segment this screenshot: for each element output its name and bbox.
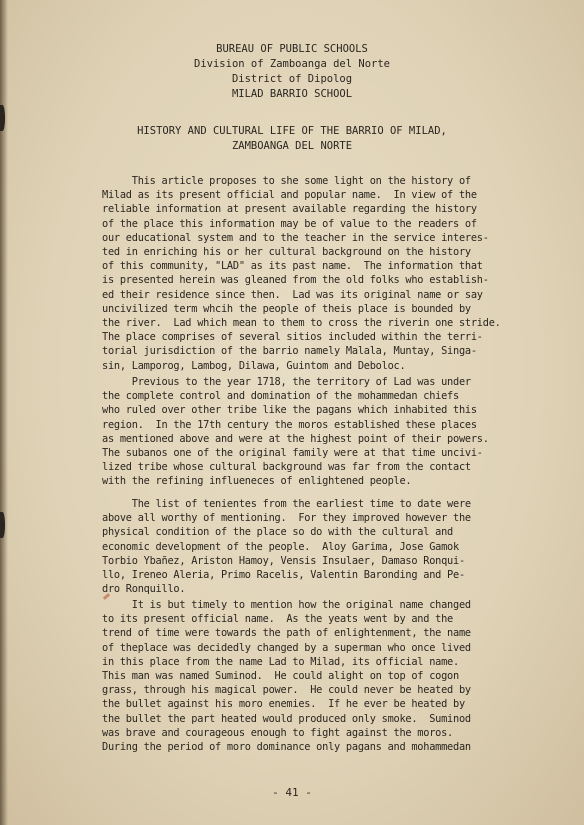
text-line: in this place from the name Lad to Milad, its official name.: [102, 655, 459, 668]
text-line: the bullet the part heated would produced only smoke. Suminod: [102, 712, 471, 725]
binding-hole: [0, 512, 5, 538]
page-number: - 41 -: [272, 786, 312, 799]
document-header: [0, 42, 584, 102]
text-line: lized tribe whose cultural background was far from the contact: [102, 461, 471, 474]
document-title: [0, 124, 584, 154]
paragraph-name-change: [102, 598, 542, 754]
header-school: MILAD BARRIO SCHOOL: [231, 88, 353, 100]
text-line: of the place this information may be of value to the readers of: [102, 217, 477, 230]
text-line: llo, Ireneo Aleria, Primo Racelis, Valentin Baronding and Pe-: [102, 569, 465, 582]
text-line: ted in enriching his or her cultural background on the history: [102, 246, 471, 259]
title-line-1: HISTORY AND CULTURAL LIFE OF THE BARRIO OF MILAD,: [137, 125, 447, 137]
text-line: the bullet against his moro enemies. If he ever be heated by: [102, 698, 465, 711]
text-line: sin, Lamporog, Lambog, Dilawa, Guintom and Deboloc.: [102, 359, 406, 372]
paragraph-tenientes: [102, 497, 542, 596]
text-line: was brave and courageous enough to fight against the moros.: [102, 726, 454, 739]
text-line: as mentioned above and were at the highest point of their powers.: [102, 432, 489, 445]
text-line: It is but timely to mention how the original name changed: [102, 599, 471, 611]
text-line: This man was named Suminod. He could alight on top of cogon: [102, 670, 459, 683]
header-bureau: BUREAU OF PUBLIC SCHOOLS: [216, 43, 368, 55]
text-line: above all worthy of mentioning. For they improved however the: [102, 512, 471, 525]
text-line: the river. Lad which mean to them to cross the riverin one stride.: [102, 317, 501, 330]
text-line: who ruled over other tribe like the pagans which inhabited this: [102, 404, 477, 417]
text-line: of this community, "LAD" as its past name. The information that: [102, 260, 483, 273]
text-line: grass, through his magical power. He could never be heated by: [102, 684, 471, 697]
text-line: Previous to the year 1718, the territory of Lad was under: [102, 376, 471, 388]
title-line-2: ZAMBOANGA DEL NORTE: [231, 140, 353, 152]
text-line: During the period of moro dominance only pagans and mohammedan: [102, 741, 471, 754]
text-line: dro Ronquillo.: [102, 583, 186, 596]
text-line: This article proposes to she some light on the history of: [102, 175, 471, 187]
text-line: The list of tenientes from the earliest time to date were: [102, 498, 471, 510]
text-line: to its present official name. As the yeats went by and the: [102, 613, 454, 626]
paragraph-history-intro: [102, 174, 542, 373]
text-line: The subanos one of the original family were at that time uncivi-: [102, 447, 483, 460]
header-division: Division of Zamboanga del Norte: [194, 58, 390, 70]
text-line: with the refining influeneces of enlightened people.: [102, 475, 412, 488]
text-line: ed their residence since then. Lad was its original name or say: [102, 288, 483, 301]
text-line: our educational system and to the teacher in the service interes-: [102, 231, 489, 244]
text-line: uncivilized term whcih the people of theis place is bounded by: [102, 302, 471, 315]
text-line: economic development of the people. Aloy Garima, Jose Gamok: [102, 540, 459, 553]
text-line: the complete control and domination of the mohammedan chiefs: [102, 390, 459, 403]
text-line: The place comprises of several sitios included within the terri-: [102, 331, 483, 344]
text-line: reliable information at present available regarding the history: [102, 203, 477, 216]
paragraph-moro-control: [102, 375, 542, 489]
text-line: Torbio Ybañez, Ariston Hamoy, Vensis Insulaer, Damaso Ronqui-: [102, 554, 465, 567]
text-line: region. In the 17th century the moros established these places: [102, 418, 477, 431]
text-line: of theplace was decidedly changed by a superman who once lived: [102, 641, 471, 654]
text-line: physical condition of the place so do with the cultural and: [102, 526, 454, 539]
header-district: District of Dipolog: [231, 73, 353, 85]
text-line: Milad as its present official and popular name. In view of the: [102, 189, 477, 202]
text-line: trend of time were towards the path of enlightenment, the name: [102, 627, 471, 640]
text-line: torial jurisdiction of the barrio namely Malala, Muntay, Singa-: [102, 345, 477, 358]
text-line: is presented herein was gleaned from the old folks who establish-: [102, 274, 489, 287]
